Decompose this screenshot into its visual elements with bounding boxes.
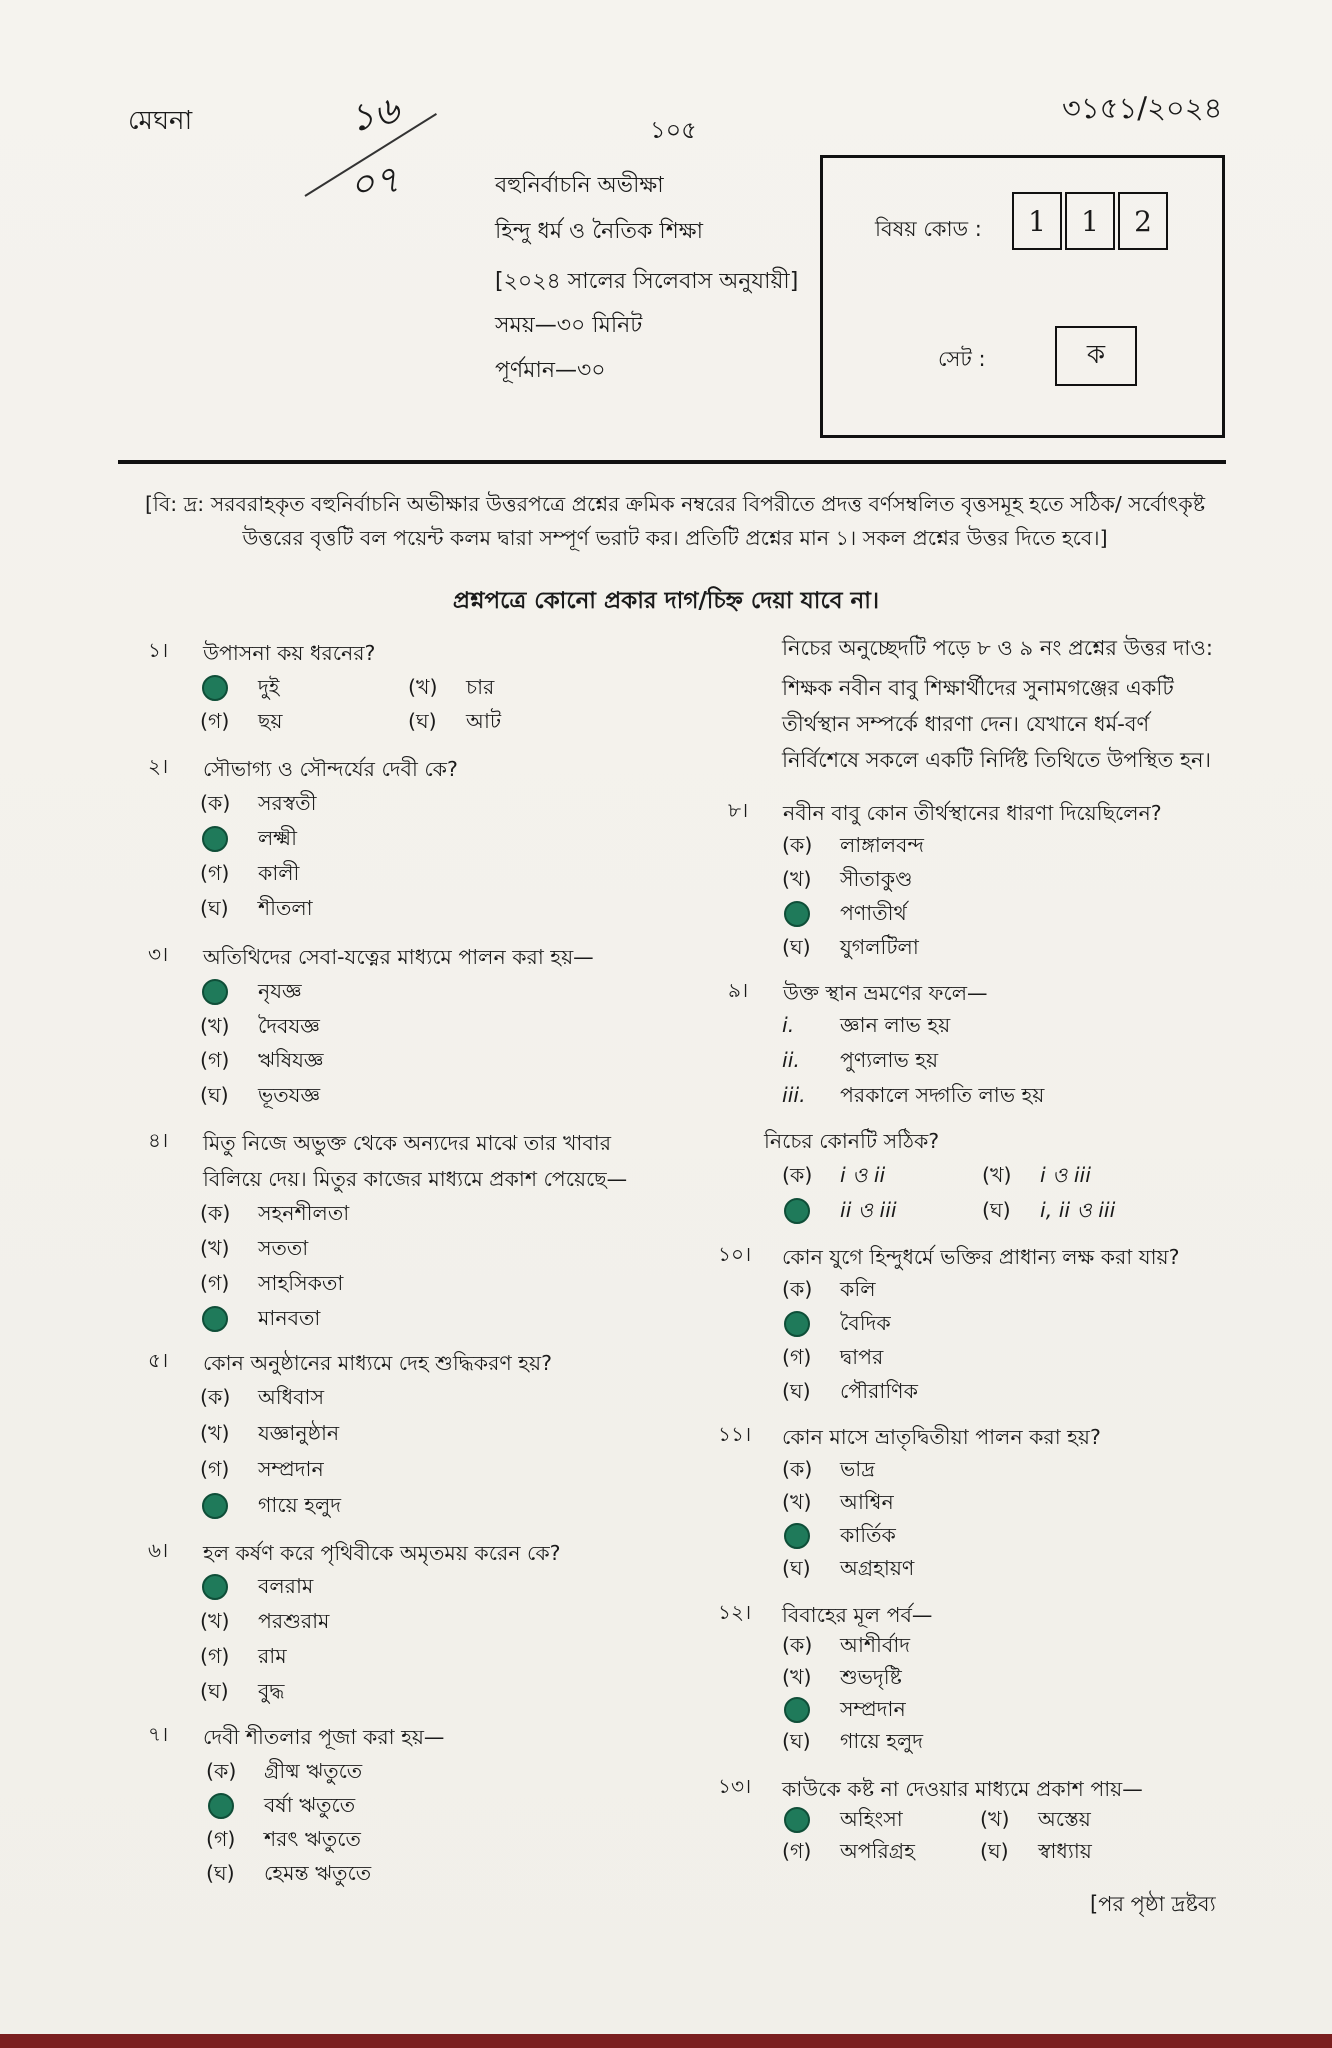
option-c: (গ) সম্প্রদান xyxy=(200,1457,324,1481)
subject-code-digit: 2 xyxy=(1118,192,1168,250)
question-text-line-2: বিলিয়ে দেয়। মিতুর কাজের মাধ্যমে প্রকাশ পেয়েছে— xyxy=(203,1167,628,1191)
passage-line-2: তীর্থস্থান সম্পর্কে ধারণা দেন। যেখানে ধর্ম-বর্ণ xyxy=(782,712,1150,736)
filled-bubble-mark xyxy=(208,1793,234,1819)
question-text: উপাসনা কয় ধরনের? xyxy=(203,641,376,665)
subject-code-label: বিষয় কোড : xyxy=(875,217,982,241)
question-number: ১১। xyxy=(718,1422,752,1446)
option-b: (খ) অস্তেয় xyxy=(980,1807,1091,1831)
option-d: (ঘ) বুদ্ধ xyxy=(200,1679,285,1703)
option-c: (গ) শরৎ ঋতুতে xyxy=(206,1827,361,1851)
option-c: (গ) ঋষিযজ্ঞ xyxy=(200,1048,324,1072)
question-text: বিবাহের মূল পর্ব— xyxy=(782,1603,933,1627)
no-mark-warning: প্রশ্নপত্রে কোনো প্রকার দাগ/চিহ্ন দেয়া যাবে না। xyxy=(452,588,880,614)
subject-name: হিন্দু ধর্ম ও নৈতিক শিক্ষা xyxy=(495,219,703,244)
passage-line-3: নির্বিশেষে সকলে একটি নির্দিষ্ট তিথিতে উপস্থিত হন। xyxy=(782,748,1212,772)
question-number: ৬। xyxy=(148,1538,169,1562)
question-text: কোন অনুষ্ঠানের মাধ্যমে দেহ শুদ্ধিকরণ হয়? xyxy=(203,1351,552,1375)
option-a: (ক) ভাদ্র xyxy=(782,1457,875,1481)
handwritten-score xyxy=(300,85,470,215)
option-d: (ঘ) স্বাধ্যায় xyxy=(980,1839,1092,1863)
filled-bubble-mark xyxy=(784,901,810,927)
passage-line-1: শিক্ষক নবীন বাবু শিক্ষার্থীদের সুনামগঞ্জের একটি xyxy=(782,676,1174,700)
option-a: (ক) আশীর্বাদ xyxy=(782,1633,911,1657)
option-b: বৈদিক xyxy=(782,1308,891,1342)
question-number: ১০। xyxy=(718,1242,752,1266)
option-d: মানবতা xyxy=(200,1303,320,1337)
full-marks: পূর্ণমান—৩০ xyxy=(495,358,606,383)
exam-type: বহুনির্বাচনি অভীক্ষা xyxy=(495,173,664,198)
option-a: অহিংসা xyxy=(782,1804,903,1838)
option-a: নৃযজ্ঞ xyxy=(200,976,302,1010)
filled-bubble-mark xyxy=(784,1807,810,1833)
option-d: (ঘ) i, ii ও iii xyxy=(982,1198,1116,1222)
option-d: গায়ে হলুদ xyxy=(200,1490,341,1524)
option-a: (ক) সরস্বতী xyxy=(200,791,317,815)
filled-bubble-mark xyxy=(202,979,228,1005)
filled-bubble-mark xyxy=(784,1198,810,1224)
question-number: ১২। xyxy=(718,1600,752,1624)
option-c: (গ) দ্বাপর xyxy=(782,1345,884,1369)
exam-code: ৩১৫১/২০২৪ xyxy=(1062,91,1223,125)
option-d: (ঘ) গায়ে হলুদ xyxy=(782,1729,924,1753)
next-page-note: [পর পৃষ্ঠা দ্রষ্টব্য xyxy=(1090,1892,1216,1916)
option-c: ii ও iii xyxy=(782,1195,897,1229)
syllabus-note: [২০২৪ সালের সিলেবাস অনুযায়ী] xyxy=(495,269,799,294)
option-b: (খ) সীতাকুণ্ড xyxy=(782,867,913,891)
option-d: (ঘ) যুগলটিলা xyxy=(782,935,919,959)
filled-bubble-mark xyxy=(202,1574,228,1600)
filled-bubble-mark xyxy=(202,1493,228,1519)
option-d: (ঘ) আট xyxy=(408,709,502,733)
question-number: ২। xyxy=(148,754,169,778)
option-a: দুই xyxy=(200,672,279,706)
exam-time: সময়—৩০ মিনিট xyxy=(495,313,643,338)
question-text: অতিথিদের সেবা-যত্নের মাধ্যমে পালন করা হয়— xyxy=(203,945,594,969)
question-text: কোন মাসে ভ্রাতৃদ্বিতীয়া পালন করা হয়? xyxy=(782,1425,1101,1449)
filled-bubble-mark xyxy=(202,826,228,852)
option-a: (ক) অধিবাস xyxy=(200,1385,325,1409)
option-a: বলরাম xyxy=(200,1571,313,1605)
option-a: (ক) কলি xyxy=(782,1277,876,1301)
question-number: ৯। xyxy=(728,978,749,1002)
question-text-line-1: মিতু নিজে অভুক্ত থেকে অন্যদের মাঝে তার খাবার xyxy=(203,1131,611,1155)
question-number: ১। xyxy=(148,638,169,662)
option-b: (খ) দৈবযজ্ঞ xyxy=(200,1014,320,1038)
option-b: (খ) সততা xyxy=(200,1236,309,1260)
question-number: ৫। xyxy=(148,1348,169,1372)
option-c: কার্তিক xyxy=(782,1520,896,1554)
question-text: উক্ত স্থান ভ্রমণের ফলে— xyxy=(783,981,988,1005)
question-text: হল কর্ষণ করে পৃথিবীকে অমৃতময় করেন কে? xyxy=(203,1541,561,1565)
question-number: ৩। xyxy=(148,942,169,966)
option-d: (ঘ) শীতলা xyxy=(200,896,313,920)
filled-bubble-mark xyxy=(784,1311,810,1337)
statement-ii: ii. পুণ্যলাভ হয় xyxy=(782,1048,939,1072)
instruction-line-2: উত্তরের বৃত্তটি বল পয়েন্ট কলম দ্বারা সম্পূর্ণ ভরাট কর। প্রতিটি প্রশ্নের মান ১। সকল প্রশ্নের উত্তর দিতে হবে।] xyxy=(242,526,1108,550)
which-correct: নিচের কোনটি সঠিক? xyxy=(764,1129,940,1153)
set-label: সেট : xyxy=(938,347,986,371)
question-number: ৮। xyxy=(728,798,749,822)
option-a: (ক) i ও ii xyxy=(782,1163,886,1187)
option-c: (গ) ছয় xyxy=(200,709,283,733)
question-text: সৌভাগ্য ও সৌন্দর্যের দেবী কে? xyxy=(203,757,458,781)
option-c: (গ) কালী xyxy=(200,861,300,885)
option-b: (খ) পরশুরাম xyxy=(200,1609,330,1633)
instruction-line-1: [বি: দ্র: সরবরাহকৃত বহুনির্বাচনি অভীক্ষার উত্তরপত্রে প্রশ্নের ক্রমিক নম্বরের বিপরীতে প্রদত্ত বর্ণসম্বলিত বৃত্তসমূহ হতে সঠিক/ সর্বোৎকৃষ্ট xyxy=(144,492,1206,516)
filled-bubble-mark xyxy=(784,1523,810,1549)
question-text: কোন যুগে হিন্দুধর্মে ভক্তির প্রাধান্য লক্ষ করা যায়? xyxy=(782,1245,1180,1269)
option-b: (খ) চার xyxy=(408,675,495,699)
board-name: মেঘনা xyxy=(128,106,193,136)
header-divider xyxy=(118,460,1226,464)
page-number: ১০৫ xyxy=(650,116,697,144)
subject-code-digit: 1 xyxy=(1012,192,1062,250)
photo-edge-strip xyxy=(0,2034,1332,2048)
code-set-box xyxy=(820,155,1225,438)
subject-code-digit: 1 xyxy=(1065,192,1115,250)
option-a: (ক) লাঙ্গালবন্দ xyxy=(782,833,924,857)
question-text: কাউকে কষ্ট না দেওয়ার মাধ্যমে প্রকাশ পায়— xyxy=(782,1777,1143,1801)
filled-bubble-mark xyxy=(202,1306,228,1332)
statement-i: i. জ্ঞান লাভ হয় xyxy=(782,1013,951,1037)
option-d: (ঘ) অগ্রহায়ণ xyxy=(782,1556,915,1580)
option-c: (গ) সাহসিকতা xyxy=(200,1271,344,1295)
option-b: (খ) যজ্ঞানুষ্ঠান xyxy=(200,1421,340,1445)
score-bottom: ০৭ xyxy=(346,156,402,208)
score-top: ১৬ xyxy=(345,87,403,141)
passage-intro: নিচের অনুচ্ছেদটি পড়ে ৮ ও ৯ নং প্রশ্নের উত্তর দাও: xyxy=(782,636,1213,660)
option-b: (খ) i ও iii xyxy=(982,1163,1091,1187)
option-d: (ঘ) ভূতযজ্ঞ xyxy=(200,1083,321,1107)
option-b: লক্ষ্মী xyxy=(200,823,297,857)
set-value: ক xyxy=(1055,326,1137,386)
question-number: ৪। xyxy=(148,1128,169,1152)
option-c: (গ) রাম xyxy=(200,1644,287,1668)
filled-bubble-mark xyxy=(784,1697,810,1723)
question-text: নবীন বাবু কোন তীর্থস্থানের ধারণা দিয়েছিলেন? xyxy=(783,801,1162,825)
statement-iii: iii. পরকালে সদ্গতি লাভ হয় xyxy=(782,1083,1045,1107)
option-c: সম্প্রদান xyxy=(782,1694,906,1728)
filled-bubble-mark xyxy=(202,675,228,701)
option-d: (ঘ) পৌরাণিক xyxy=(782,1379,918,1403)
question-number: ৭। xyxy=(148,1722,169,1746)
option-c: পণাতীর্থ xyxy=(782,898,907,932)
option-a: (ক) গ্রীষ্ম ঋতুতে xyxy=(206,1759,363,1783)
option-b: (খ) শুভদৃষ্টি xyxy=(782,1665,902,1689)
question-number: ১৩। xyxy=(718,1774,752,1798)
option-a: (ক) সহনশীলতা xyxy=(200,1201,350,1225)
option-d: (ঘ) হেমন্ত ঋতুতে xyxy=(206,1861,372,1885)
question-text: দেবী শীতলার পূজা করা হয়— xyxy=(203,1725,445,1749)
option-c: (গ) অপরিগ্রহ xyxy=(782,1839,915,1863)
option-b: (খ) আশ্বিন xyxy=(782,1490,894,1514)
option-b: বর্ষা ঋতুতে xyxy=(206,1790,355,1824)
